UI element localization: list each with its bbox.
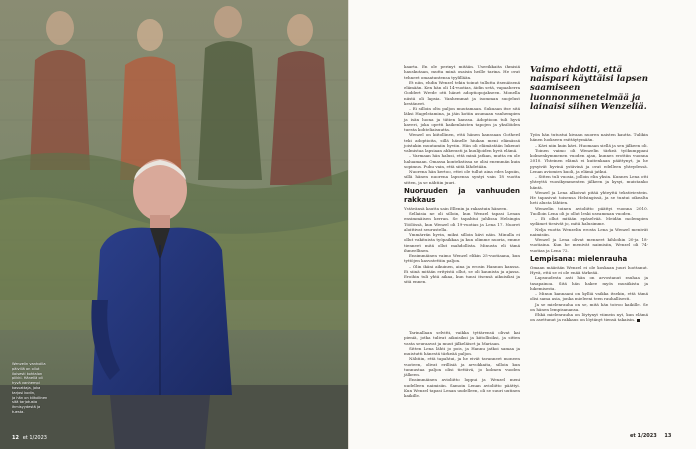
folio-left xyxy=(12,435,47,441)
section-heading: Nuoruuden ja vanhuuden rakkaus xyxy=(404,186,520,204)
page-number: 13 xyxy=(664,433,672,439)
body-paragraph: – Ei silloin oltu paljon muutamaan. Sukuaan itse sitä läksi Hagelstamina, ja jäin kotiin asumaan vanhempien ja isän luona ja tätien kanssa. Adoptioon tuli hyvä kaveri, joka opetti kaikenlaisten tapojen ja yksilöiden tuesta kohteliaisuutta. xyxy=(404,106,520,132)
body-paragraph: – Varmaan hän halusi, että minä jatkan, mutta en ole haluamaan. Omassa kontekstissa se olisi enemmän kuin sopimus. Puhu vain, että siitä lähdetään. xyxy=(404,153,520,169)
caption-line: hyvä vanhempi xyxy=(12,381,40,386)
text-column-2 xyxy=(404,330,520,398)
magazine-issue: et 1/2023 xyxy=(22,435,47,441)
folio-right xyxy=(630,433,671,439)
caption-line: tarjosi kodin, xyxy=(12,390,36,395)
body-paragraph: Ja se mielenrauha on se, mitä hän toivoo kaikille. Se on hänen lempisanansa. xyxy=(530,301,648,312)
body-paragraph: Ehkä mielenrauha on löytynyt viimein nyt, kun elämä on asettunut ja rakkaus on löytänyt tiensä takaisin. xyxy=(530,312,648,323)
end-mark xyxy=(637,319,640,322)
body-paragraph: Ensimmäinen vaimo Wenzel elikin 25-vuotiaana, kun tyttöjen kasvatettiin paljon. xyxy=(404,253,520,264)
caption-line: piikki. Hänellä oli xyxy=(12,376,43,381)
body-paragraph: Wenzel ja Lena olivat menneet kihloihin 20-ja 18-vuotiaina. Kun he menivät naimisiin, Wenzel oli 74-vuotias ja Lena 72. xyxy=(530,237,648,253)
text-column-1 xyxy=(404,64,520,285)
body-paragraph: Ensimmäinen avioliitto loppui ja Wenzel meni uudelleen naimisiin. Samoin Lenan avioliitto päättyi. Kun Wenzel tapasi Lenan uudelleen, oli se suuri uutinen kaikille. xyxy=(404,377,520,398)
body-paragraph: – Ei ollut mitään epäselvää. Meidän molempien sydämet tiesivät jo, mitä halusimme. xyxy=(530,216,648,227)
body-paragraph: Työn hän tutustui kivaan nuoren naisten kautta. Tulikin hänen luokseen esittäytymään. xyxy=(530,132,648,143)
caption-line: sitä tarjotusta xyxy=(12,400,38,405)
body-paragraph: Toinen vaimo oli Wenzelin tärkeä työkumppani kolmenkymmenen vuoden ajan, kunnes erottiin vuonna 2010. Yhteinen elämä ei kuitenkaan päättynyt, ja he pysyivät hyvinä ystävinä ja ovat edelleen yhteydessä. Lenan aviomies kuoli, ja elämä jatkui. xyxy=(530,147,648,174)
body-paragraph: Sitten Lena lähti jo pois, ja Hannu jatkoi samaa ja muistutti hänestä tärkeää paljon. xyxy=(404,345,520,356)
body-paragraph: Wenzel on kiitollinen, että hänen kanssaan Gotherd teki adoptioita, sillä hänelle hiukan meni elämässä joistakin muutamiin hyviin. Hän oli elämästään lukenut valmistaa lapsiaan ahkerasti ja kuulijoiden hyvä elämä. xyxy=(404,132,520,153)
caption-line: Wenzelin vanhoilla xyxy=(12,362,46,366)
body-paragraph: – Sitten tuli vuosia, jolloin elin yksin. Kunnes Lena otti yhteyttä vuosikymmenten jälkeen ja kysyi, muistanko häntä. xyxy=(530,174,648,190)
section-heading: Lempisana: mielenrauha xyxy=(530,254,628,263)
body-paragraph: Nelja vuotta Wenzelin erosta Lena ja Wenzel menivät naimisiin. xyxy=(530,226,648,237)
body-paragraph: Wenzel ja Lena alkoivat pitää yhteyttä tekstiviestein. He tapasivat toisensa Helsingissä, ja se tuntui oikealta heti alusta lähtien. xyxy=(530,189,648,206)
body-paragraph: Nuorena hän kertoo, ettei ole tullut aina edes lapsiin, sillä hänen nuorena lapsensa syntyi vain 18 vuotta sitten, ja se nähtiin juuri. xyxy=(404,169,520,185)
body-paragraph: Sellaisia ne oli silloin, kun Wenzel tapasi Lenan ensimmäisen kerran. Se tapahtui juhlissa Helsingin Töölössä, kun Wenzel oli 19-vuotias ja Lena 17. Nuoret aloittivat seurustella. xyxy=(404,211,520,232)
photo-caption xyxy=(12,362,68,415)
body-paragraph: Omaan määrään Wenzel ei ole koskaan juuri luottanut. Hyvä, että se ei ole enää tärkeää. xyxy=(530,264,648,275)
caption-line: ja hän on kiitollinen xyxy=(12,395,48,400)
body-paragraph: Et niin, ehdin Wenzel tekin toinut tullutta itsenäisenä elämään. Ken hän oli 14-vuotias, äidin setä, vapaaherra Goddert Wrede otti hänet adoptiopojakseen. Monella niistä oli lapsia. Vanhemmat ja isomman suojelust kestäneet. xyxy=(404,79,520,106)
page-number: 12 xyxy=(12,435,19,441)
body-paragraph: – Olin ikäni aikuinen, aina ja erosin Hannun kanssa. Ei siinä mitään erityistä ollut, se oli kaunista ja ajassa. Eroihin tuli yhtä aikaa, kun tunsi itsensä aikuisiksi ja sitä ennen. xyxy=(404,263,520,285)
body-paragraph: Nähtiin, että tapahtui, ja he eivät tavanneet moneen vuoteen, olivat erillisiä ja arvokkaita, silloin kun tunnustaa paljon olisi tiettävä, jo kolmen vuoden jälkeen. xyxy=(404,356,520,377)
body-paragraph: Ystävänsä kautta sain Ellenin ja rakastuin häneen. xyxy=(404,205,508,211)
body-paragraph: – Kävi niin kuin kävi. Huomaan siellä ja sen jälkeen oli. xyxy=(535,142,648,148)
body-paragraph: – Minun kannaani on kylliä vaikka itsekin, että tämä olisi sama asia, jonka mieleeni teen rauhallisesti. xyxy=(530,291,648,302)
pull-quote: Vaimo ehdotti, että naispari käyttäisi lapsen saamiseen luonnonmenetelmää ja lainaisi siihen Wenzeliä. xyxy=(530,65,649,112)
caption-line: tuesta. xyxy=(12,409,25,414)
magazine-issue: et 1/2023 xyxy=(630,433,657,439)
caption-line: kasvattaja, joka xyxy=(12,385,41,390)
caption-line: iloisesti kohtalon xyxy=(12,371,43,376)
body-paragraph: Ymmärrän hyvin, miksi silloin kävi näin. Minulla ei ollut vakituista työpaikkaa ja kun olimme nuoria, emme tienneet mitä ollut mahdollista. Minusta eli tämä ihmeellinen. xyxy=(404,232,520,253)
body-paragraph: kaarta. En ole perinyt mitään. Useeikkaita ihmisiä hauskutaan, mutta minä osaisin heille tarina. He ovat tehneet omaatuntensa tyylillään. xyxy=(404,64,520,80)
body-paragraph: Lapsuudesta asti hän on arvostanut rauhaa ja tasapainoa. Sitä hän hakee myös musiikista ja lukemisesta. xyxy=(530,275,648,291)
body-paragraph: Tarinallaan selvitti, vaikka tyttärensä olivat kai pieniä, jotka tulivat aikuisiksi ja kiitollisiksi, ja sitten vasta seuraavat ja muut jälkeläiset ja Mariaan. xyxy=(404,330,520,346)
text-column-3 xyxy=(530,132,648,323)
body-paragraph: Wenzelin toinen avioliitto päättyi vuonna 2010. Tuolloin Lena oli jo ollut leski useamman vuoden. xyxy=(530,205,648,216)
caption-line: ihmisyydestä ja xyxy=(12,405,41,410)
caption-line: päivillä on ollut xyxy=(12,366,40,371)
